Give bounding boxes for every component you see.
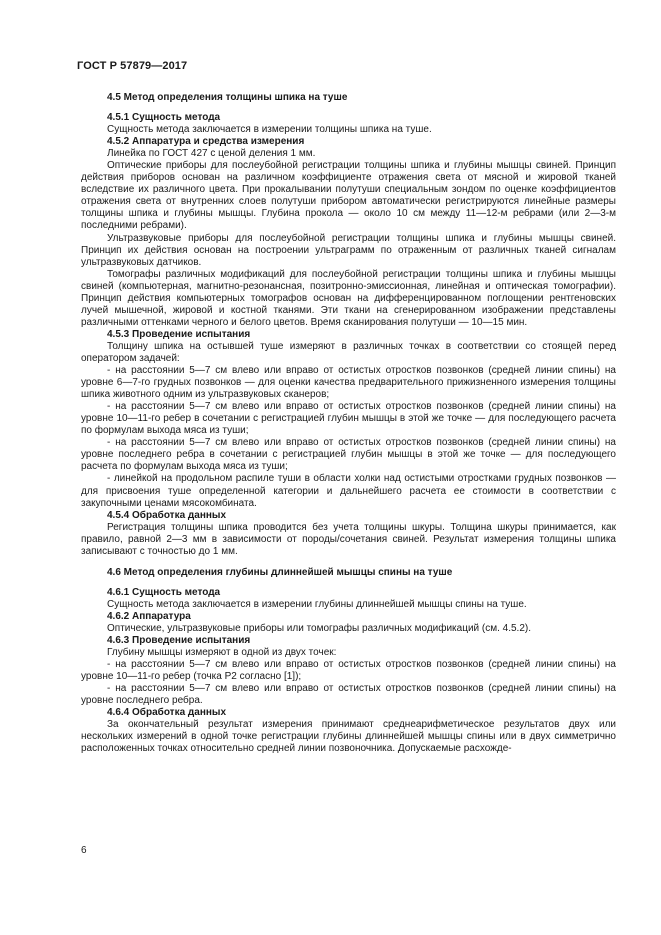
paragraph: За окончательный результат измерения принимают среднеарифметическое результатов двух или нескольких измерений в одной точке регистрации глубины длиннейшей мышцы спины или в двух симметрично расположенных точках относительно средней линии позвоночника. Допускаемые расхожде- (81, 719, 616, 755)
paragraph: Толщину шпика на остывшей туше измеряют в различных точках в соответствии со стоящей перед оператором задачей: (81, 340, 616, 364)
page-number: 6 (81, 845, 87, 856)
subsection-heading: 4.5.3 Проведение испытания (107, 328, 251, 340)
subsection-heading: 4.5.4 Обработка данных (107, 509, 227, 521)
subsection-heading: 4.6.4 Обработка данных (107, 707, 227, 719)
list-item: - линейкой на продольном распиле туши в области холки над остистыми отростками грудных позвонков — для присвоения туше определенной категории и дальнейшего расчета ее стоимости в соответствии с закупочными ценами мясокомбината. (81, 473, 616, 509)
list-item: - на расстоянии 5—7 см влево или вправо от остистых отростков позвонков (средней линии спины) на уровне 6—7-го грудных позвонков — для оценки качества предварительного прижизненного измерения толщины шпика животного одним из ультразвуковых сканеров; (81, 365, 616, 401)
subsection-heading: 4.6.1 Сущность метода (107, 586, 221, 598)
subsection-heading: 4.6.3 Проведение испытания (107, 635, 251, 647)
paragraph: Сущность метода заключается в измерении толщины шпика на туше. (107, 124, 432, 136)
paragraph: Ультразвуковые приборы для послеубойной регистрации толщины шпика и глубины мышцы свиней. Принцип их действия основан на построении ультраграмм по отраженным от различных тканей сигналам ультразвуковых датчиков. (81, 232, 616, 268)
list-item: - на расстоянии 5—7 см влево или вправо от остистых отростков позвонков (средней линии спины) на уровне последнего ребра. (81, 683, 616, 707)
paragraph: Оптические, ультразвуковые приборы или томографы различных модификаций (см. 4.5.2). (107, 622, 532, 634)
document-body (81, 92, 616, 755)
section-heading: 4.5 Метод определения толщины шпика на туше (107, 92, 348, 103)
subsection-heading: 4.6.2 Аппаратура (107, 610, 191, 622)
section-heading: 4.6 Метод определения глубины длиннейшей мышцы спины на туше (107, 566, 453, 578)
subsection-heading: 4.5.2 Аппаратура и средства измерения (107, 136, 305, 148)
paragraph: Оптические приборы для послеубойной регистрации толщины шпика и глубины мышцы свиней. Принцип действия приборов основан на различном коэффициенте отражения света от мясной и жировой тканей вследствие их различного цвета. При прокалывании полутуши специальным зондом по оценке коэффициентов отражения света от внутренних слоев полутуши прибором автоматически регистрируются линейные размеры толщины шпика и глубины мышцы. Глубина прокола — около 10 см между 11—12-м ребрами (или 2—3-м последними ребрами). (81, 160, 616, 232)
document-header: ГОСТ Р 57879—2017 (77, 60, 188, 72)
list-item: - на расстоянии 5—7 см влево или вправо от остистых отростков позвонков (средней линии спины) на уровне 10—11-го ребер (точка Р2 согласно [1]); (81, 659, 616, 683)
subsection-heading: 4.5.1 Сущность метода (107, 112, 221, 124)
paragraph: Глубину мышцы измеряют в одной из двух точек: (107, 647, 337, 659)
list-item: - на расстоянии 5—7 см влево или вправо от остистых отростков позвонков (средней линии спины) на уровне последнего ребра в сочетании с регистрацией глубин мышцы в этой же точке — для последующего расчета по формулам выхода мяса из туши; (81, 437, 616, 473)
paragraph: Сущность метода заключается в измерении глубины длиннейшей мышцы спины на туше. (107, 598, 527, 610)
paragraph: Томографы различных модификаций для послеубойной регистрации толщины шпика и глубины мышцы свиней (компьютерная, магнитно-резонансная, позитронно-эмиссионная, линейная и оптическая томографии). Принцип действия компьютерных томографов основан на дифференцированном поглощении рентгеновских лучей мышечной, жировой и костной тканями. Эти ткани на сгенерированном изображении представлены различными оттенками черного и белого цветов. Время сканирования полутуши — 10—15 мин. (81, 268, 616, 328)
list-item: - на расстоянии 5—7 см влево или вправо от остистых отростков позвонков (средней линии спины) на уровне 10—11-го ребер в сочетании с регистрацией глубин мышцы в этой же точке — для последующего расчета по формулам выхода мяса из туши; (81, 401, 616, 437)
paragraph: Линейка по ГОСТ 427 с ценой деления 1 мм. (107, 148, 316, 160)
paragraph: Регистрация толщины шпика проводится без учета толщины шкуры. Толщина шкуры принимается, как правило, равной 2—3 мм в зависимости от породы/сочетания свиней. Результат измерения толщины шпика записывают с точностью до 1 мм. (81, 521, 616, 557)
